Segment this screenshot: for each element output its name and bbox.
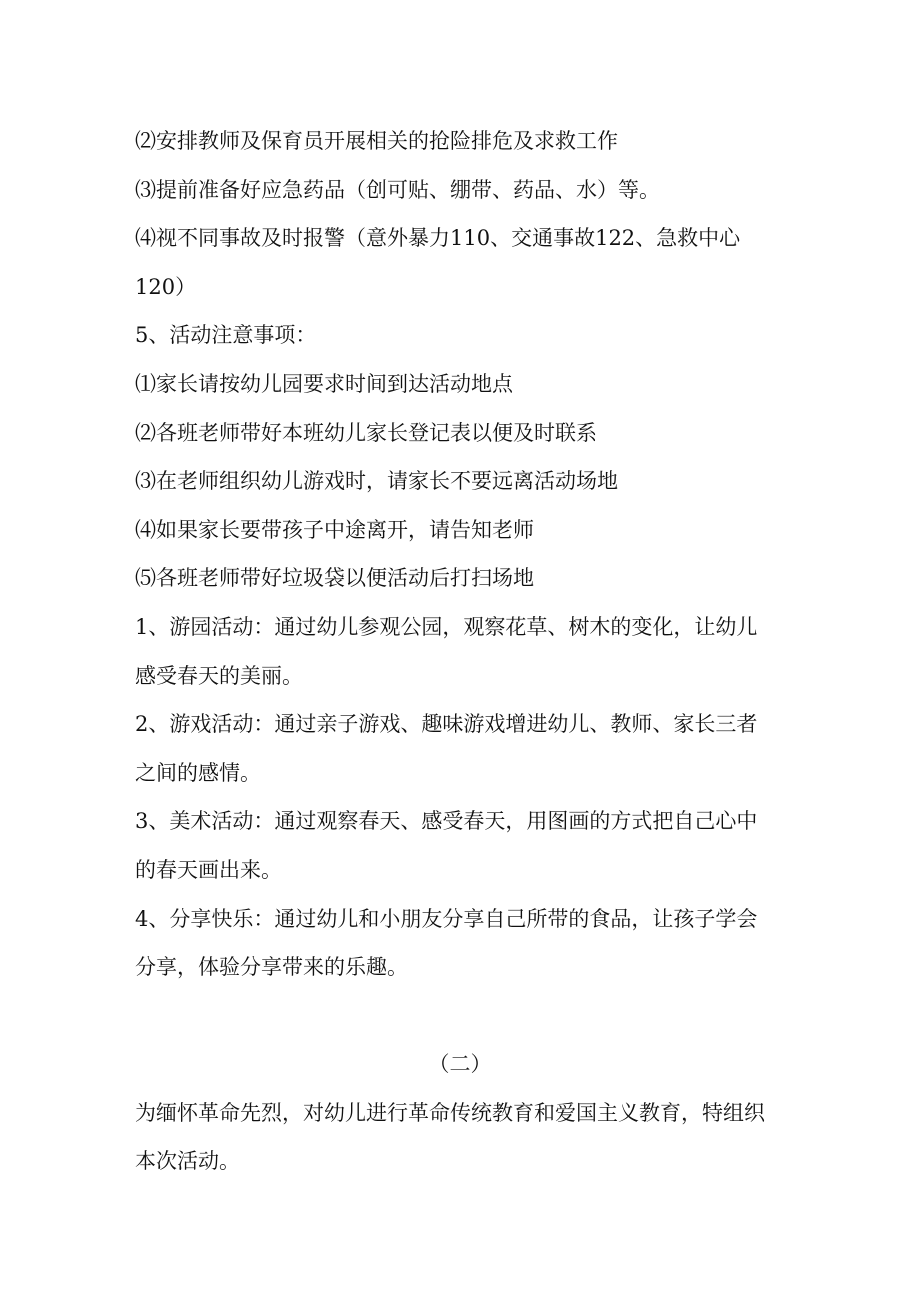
document-body bbox=[135, 117, 785, 1186]
section-heading: （二） bbox=[428, 1052, 492, 1077]
text-line: ⑸各班老师带好垃圾袋以便活动后打扫场地 bbox=[135, 566, 534, 591]
text-line: ⑷视不同事故及时报警（意外暴力110、交通事故122、急救中心 bbox=[135, 226, 741, 251]
text-line: ⑵安排教师及保育员开展相关的抢险排危及求救工作 bbox=[135, 129, 618, 153]
text-line: 本次活动。 bbox=[135, 1149, 240, 1174]
text-line: ⑷如果家长要带孩子中途离开，请告知老师 bbox=[135, 517, 534, 542]
text-line: 之间的感情。 bbox=[135, 760, 261, 785]
text-line: 分享，体验分享带来的乐趣。 bbox=[135, 955, 408, 980]
text-line: 4、分享快乐：通过幼儿和小朋友分享自己所带的食品，让孩子学会 bbox=[135, 906, 758, 931]
text-line: ⑶在老师组织幼儿游戏时，请家长不要远离活动场地 bbox=[135, 469, 618, 494]
blank-line bbox=[135, 992, 785, 1041]
text-line: 120） bbox=[135, 274, 197, 299]
text-line: 感受春天的美丽。 bbox=[135, 663, 303, 688]
text-line: 为缅怀革命先烈，对幼儿进行革命传统教育和爱国主义教育，特组织 bbox=[135, 1100, 765, 1125]
text-line: 3、美术活动：通过观察春天、感受春天，用图画的方式把自己心中 bbox=[135, 809, 758, 834]
text-line: ⑵各班老师带好本班幼儿家长登记表以便及时联系 bbox=[135, 420, 597, 445]
text-line: 1、游园活动：通过幼儿参观公园，观察花草、树木的变化，让幼儿 bbox=[135, 614, 758, 639]
text-line: 的春天画出来。 bbox=[135, 857, 282, 882]
text-line: ⑶提前准备好应急药品（创可贴、绷带、药品、水）等。 bbox=[135, 177, 660, 202]
text-line: 5、活动注意事项： bbox=[135, 323, 317, 348]
text-line: ⑴家长请按幼儿园要求时间到达活动地点 bbox=[135, 371, 513, 396]
text-line: 2、游戏活动：通过亲子游戏、趣味游戏增进幼儿、教师、家长三者 bbox=[135, 712, 758, 737]
